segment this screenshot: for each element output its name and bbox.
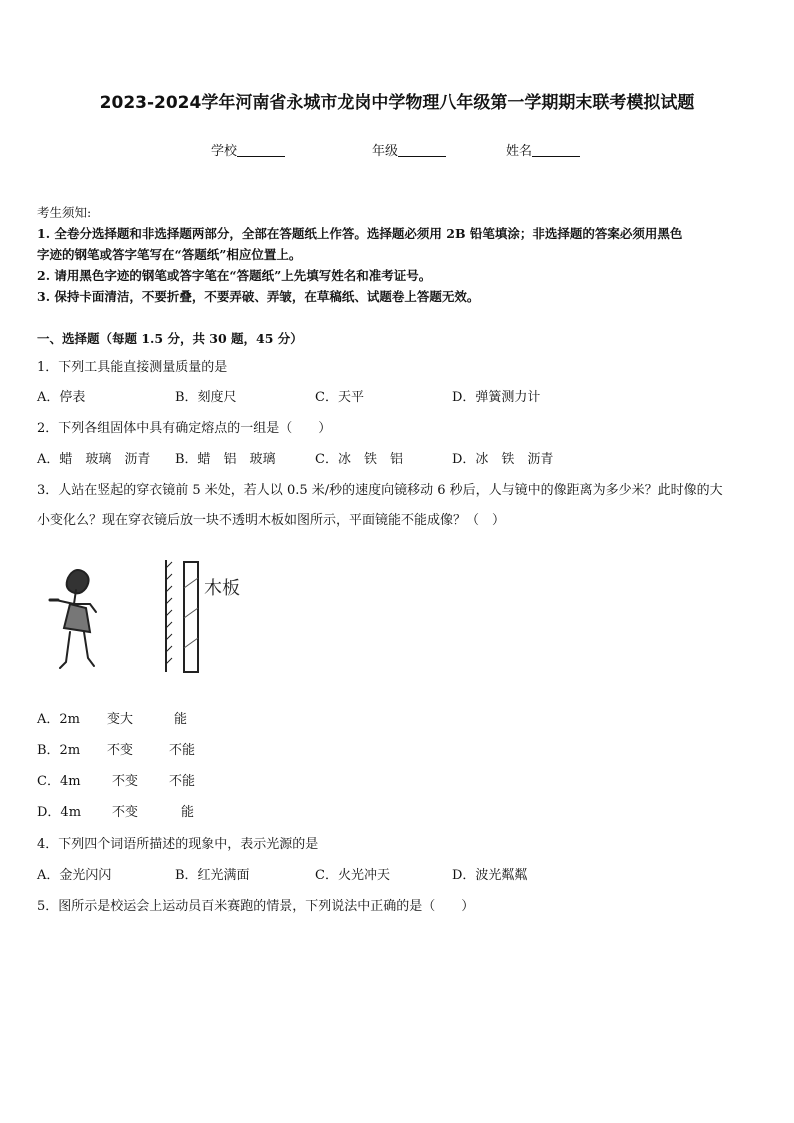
- q1-stem: 1．下列工具能直接测量质量的是: [37, 360, 228, 375]
- q1-option-b: B．刻度尺: [175, 390, 237, 405]
- q4-option-d: D．波光粼粼: [452, 868, 528, 883]
- q2-option-b: B．蜡 铝 玻璃: [175, 452, 276, 467]
- q3-stem-line2: 小变化么？现在穿衣镜后放一块不透明木板如图所示，平面镜能不能成像？（ ）: [37, 513, 506, 528]
- q2-option-d: D．冰 铁 沥青: [452, 452, 554, 467]
- notice-item-1a: 1. 全卷分选择题和非选择题两部分，全部在答题纸上作答。选择题必须用 2B 铅笔填涂；非选择题的答案必须用黑色: [37, 226, 683, 241]
- grade-label: 年级: [372, 144, 399, 159]
- q2-option-c: C．冰 铁 铝: [315, 452, 403, 467]
- q3-option-a-image: 能: [174, 712, 188, 727]
- q3-figure: [40, 548, 280, 678]
- notice-heading: 考生须知:: [37, 205, 92, 220]
- mirror: [166, 560, 172, 672]
- q3-option-c-image: 不能: [169, 774, 196, 789]
- q4-stem: 4．下列四个词语所描述的现象中，表示光源的是: [37, 837, 319, 852]
- name-label: 姓名: [506, 144, 533, 159]
- q3-option-d-size: 不变: [112, 805, 139, 820]
- q3-option-d-image: 能: [181, 805, 195, 820]
- q3-option-b-letter: B．2m: [37, 743, 81, 758]
- q3-option-d-letter: D．4m: [37, 805, 82, 820]
- q3-option-a-size: 变大: [107, 712, 134, 727]
- name-blank: [532, 144, 580, 157]
- grade-blank: [398, 144, 446, 157]
- mirror-figure-svg: [40, 548, 280, 678]
- notice-item-1b: 字迹的钢笔或答字笔写在“答题纸”相应位置上。: [37, 247, 302, 262]
- school-blank: [237, 144, 285, 157]
- exam-title: 2023-2024学年河南省永城市龙岗中学物理八年级第一学期期末联考模拟试题: [99, 93, 695, 113]
- q3-stem-line1: 3．人站在竖起的穿衣镜前 5 米处，若人以 0.5 米/秒的速度向镜移动 6 秒后，人与镜中的像距离为多少米？此时像的大: [37, 483, 723, 498]
- q1-option-c: C．天平: [315, 390, 364, 405]
- q2-option-a: A．蜡 玻璃 沥青: [37, 452, 151, 467]
- notice-item-3: 3. 保持卡面清洁，不要折叠，不要弄破、弄皱，在草稿纸、试题卷上答题无效。: [37, 289, 480, 304]
- q3-option-c-letter: C．4m: [37, 774, 81, 789]
- q2-stem: 2．下列各组固体中具有确定熔点的一组是（ ）: [37, 421, 332, 436]
- q3-option-b-size: 不变: [107, 743, 134, 758]
- board-label: 木板: [204, 578, 240, 599]
- q1-option-a: A．停表: [37, 390, 86, 405]
- q5-stem: 5．图所示是校运会上运动员百米赛跑的情景，下列说法中正确的是（ ）: [37, 899, 475, 914]
- name-field: [506, 140, 580, 159]
- q3-option-b-image: 不能: [169, 743, 196, 758]
- grade-field: [372, 140, 446, 159]
- q4-option-c: C．火光冲天: [315, 868, 390, 883]
- q1-option-d: D．弹簧测力计: [452, 390, 541, 405]
- q4-option-b: B．红光满面: [175, 868, 250, 883]
- q3-option-a-letter: A．2m: [37, 712, 80, 727]
- notice-item-2: 2. 请用黑色字迹的钢笔或答字笔在“答题纸”上先填写姓名和准考证号。: [37, 268, 432, 283]
- q4-option-a: A．金光闪闪: [37, 868, 112, 883]
- person-figure: [50, 570, 96, 668]
- school-field: [211, 140, 285, 159]
- section-heading: 一、选择题（每题 1.5 分，共 30 题，45 分）: [37, 331, 303, 346]
- q3-option-c-size: 不变: [112, 774, 139, 789]
- school-label: 学校: [211, 144, 238, 159]
